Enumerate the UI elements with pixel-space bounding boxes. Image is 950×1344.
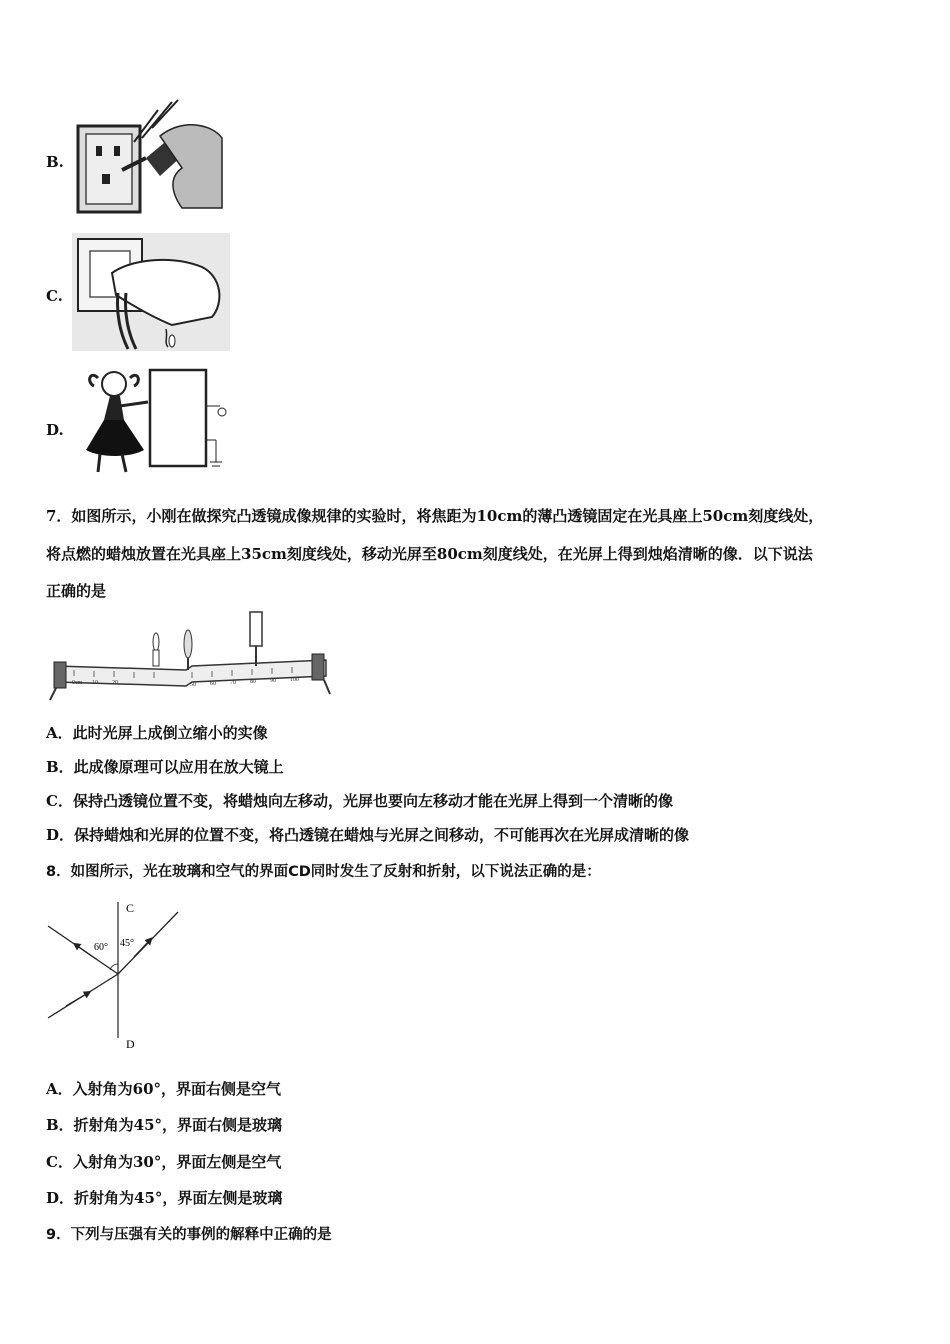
- ruler-tick-label: 20: [112, 680, 118, 686]
- ruler-tick-label: 70: [230, 680, 236, 686]
- q6-option-b-label: B.: [46, 153, 64, 171]
- q6-option-b-figure[interactable]: [72, 98, 227, 220]
- q8-reflection-refraction-figure: [46, 898, 186, 1056]
- q8-option-a: A．入射角为60°，界面右侧是空气: [46, 1080, 282, 1098]
- ruler-tick-label: 100: [290, 677, 299, 683]
- ruler-tick-label: 80: [250, 679, 256, 685]
- ruler-tick-label: 10: [92, 680, 98, 686]
- socket-pen-touch-illustration: [72, 98, 227, 216]
- q8-option-b: B．折射角为45°，界面右侧是玻璃: [46, 1116, 283, 1134]
- q8-option-d: D．折射角为45°，界面左侧是玻璃: [46, 1189, 283, 1207]
- wet-hand-plug-illustration: [72, 233, 230, 351]
- q6-option-d-figure[interactable]: [80, 366, 230, 484]
- angle-45-label: 45°: [120, 938, 134, 949]
- q7-option-d: D．保持蜡烛和光屏的位置不变，将凸透镜在蜡烛与光屏之间移动，不可能再次在光屏成清晰的像: [46, 826, 690, 844]
- angle-60-label: 60°: [94, 942, 108, 953]
- q7-option-b: B．此成像原理可以应用在放大镜上: [46, 758, 284, 776]
- q6-option-c-figure[interactable]: [72, 233, 230, 355]
- ruler-tick-label: 90: [270, 678, 276, 684]
- ruler-tick-label: 50: [190, 682, 196, 688]
- q8-option-c: C．入射角为30°，界面左侧是空气: [46, 1153, 282, 1171]
- ruler-tick-label: 60: [210, 681, 216, 687]
- q7-stem-line-3: 正确的是: [46, 582, 107, 600]
- optical-bench-illustration: [46, 610, 336, 706]
- light-interface-diagram: [46, 898, 186, 1052]
- q6-option-c-label: C.: [46, 287, 63, 305]
- q6-option-d-label: D.: [46, 421, 64, 439]
- label-c: C: [126, 901, 135, 915]
- q7-option-c: C．保持凸透镜位置不变，将蜡烛向左移动，光屏也要向左移动才能在光屏上得到一个清晰的像: [46, 792, 673, 810]
- ruler-tick-label: 0cm: [72, 680, 83, 686]
- q9-stem: 9．下列与压强有关的事例的解释中正确的是: [46, 1227, 332, 1243]
- q7-stem-line-2: 将点燃的蜡烛放置在光具座上35cm刻度线处，移动光屏至80cm刻度线处，在光屏上得到烛焰清晰的像．以下说法: [46, 545, 813, 563]
- q7-optical-bench-figure: [46, 610, 336, 710]
- q8-stem: 8．如图所示，光在玻璃和空气的界面CD同时发生了反射和折射，以下说法正确的是：: [46, 864, 601, 880]
- girl-appliance-illustration: [80, 366, 230, 480]
- q7-stem-line-1: 7．如图所示，小刚在做探究凸透镜成像规律的实验时，将焦距为10cm的薄凸透镜固定在光具座上50cm刻度线处，: [46, 507, 824, 525]
- q7-option-a: A．此时光屏上成倒立缩小的实像: [46, 724, 268, 742]
- label-d: D: [126, 1037, 135, 1051]
